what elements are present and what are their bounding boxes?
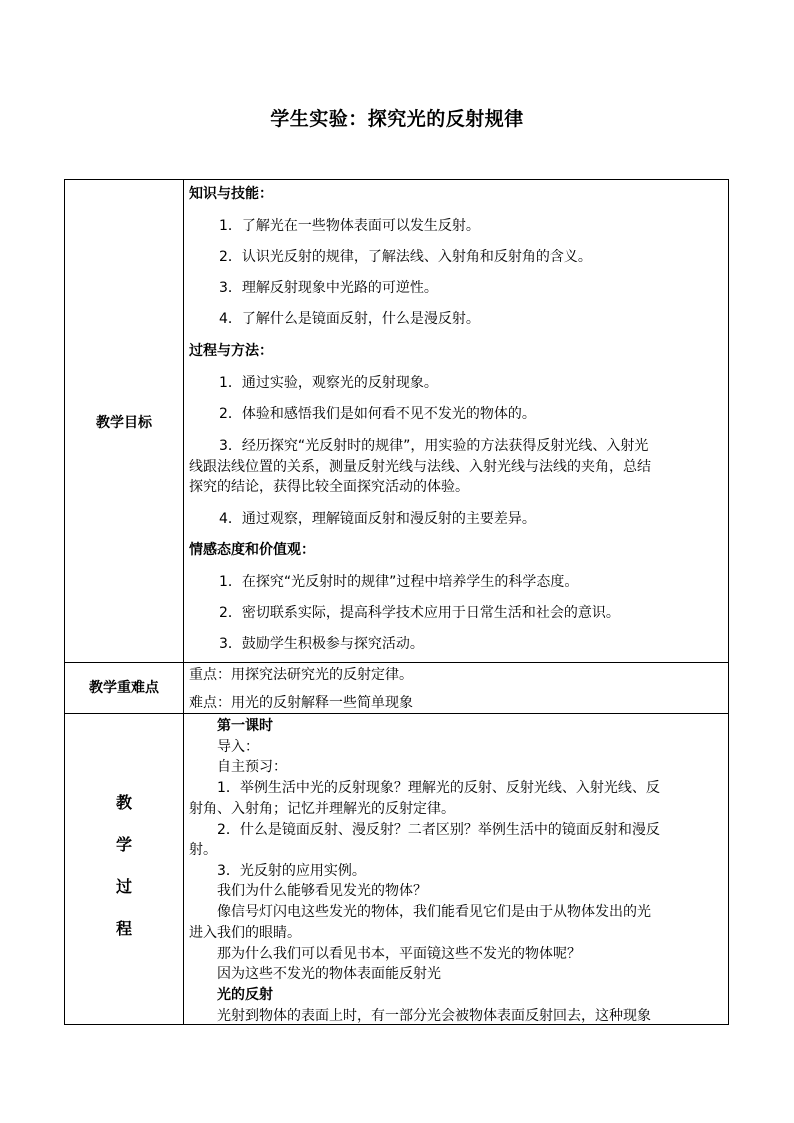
sub-heading: 光的反射 <box>217 987 273 1003</box>
process-line: 自主预习： <box>217 759 287 775</box>
row-label-char: 学 <box>115 835 132 854</box>
section-heading: 情感态度和价值观： <box>189 542 315 558</box>
row-label-goals: 教学目标 <box>96 415 152 431</box>
process-line: 我们为什么能够看见发光的物体？ <box>217 883 427 899</box>
process-line: 导入： <box>217 739 259 755</box>
process-line: 因为这些不发光的物体表面能反射光 <box>217 966 441 982</box>
row-label-keys: 教学重难点 <box>89 680 159 696</box>
process-line: 像信号灯闪电这些发光的物体，我们能看见它们是由于从物体发出的光 <box>217 904 651 920</box>
goal-item: 2．体验和感悟我们是如何看不见不发光的物体的。 <box>219 406 536 422</box>
row-label-process <box>65 790 183 958</box>
row-label-char: 过 <box>115 877 132 896</box>
goal-item: 3．理解反射现象中光路的可逆性。 <box>219 280 438 296</box>
row-divider <box>65 713 728 714</box>
goal-item: 1．在探究“光反射时的规律”过程中培养学生的科学态度。 <box>219 574 579 590</box>
goal-item: 探究的结论，获得比较全面探究活动的体验。 <box>189 479 469 495</box>
process-line: 射。 <box>189 842 217 858</box>
section-heading: 过程与方法： <box>189 343 273 359</box>
process-line: 进入我们的眼睛。 <box>189 925 301 941</box>
row-label-char: 教 <box>115 793 132 812</box>
lesson-plan-table <box>64 179 729 1025</box>
column-divider <box>183 180 184 1024</box>
page-title: 学生实验：探究光的反射规律 <box>270 108 524 130</box>
process-line: 那为什么我们可以看见书本，平面镜这些不发光的物体呢？ <box>217 946 581 962</box>
lesson-heading: 第一课时 <box>217 718 273 734</box>
process-line: 射角、入射角；记忆并理解光的反射定律。 <box>189 801 455 817</box>
process-line: 2．什么是镜面反射、漫反射？二者区别？举例生活中的镜面反射和漫反 <box>217 822 660 838</box>
goal-item: 3．鼓励学生积极参与探究活动。 <box>219 636 424 652</box>
process-line: 光射到物体的表面上时，有一部分光会被物体表面反射回去，这种现象 <box>217 1008 651 1024</box>
goal-item: 2．认识光反射的规律，了解法线、入射角和反射角的含义。 <box>219 249 592 265</box>
goal-item: 1．了解光在一些物体表面可以发生反射。 <box>219 218 480 234</box>
goal-item: 线跟法线位置的关系，测量反射光线与法线、入射光线与法线的夹角，总结 <box>189 459 651 475</box>
goal-item: 4．通过观察，理解镜面反射和漫反射的主要差异。 <box>219 511 536 527</box>
process-line: 1．举例生活中光的反射现象？理解光的反射、反射光线、入射光线、反 <box>217 780 660 796</box>
row-divider <box>65 662 728 663</box>
goal-item: 3．经历探究“光反射时的规律”，用实验的方法获得反射光线、入射光 <box>219 438 649 454</box>
difficulty-text: 难点：用光的反射解释一些简单现象 <box>189 695 413 711</box>
focus-text: 重点：用探究法研究光的反射定律。 <box>189 667 413 683</box>
section-heading: 知识与技能： <box>189 186 273 202</box>
goal-item: 1．通过实验，观察光的反射现象。 <box>219 375 438 391</box>
process-line: 3．光反射的应用实例。 <box>217 863 366 879</box>
goal-item: 4．了解什么是镜面反射，什么是漫反射。 <box>219 311 480 327</box>
row-label-char: 程 <box>115 919 132 938</box>
goal-item: 2．密切联系实际，提高科学技术应用于日常生活和社会的意识。 <box>219 605 620 621</box>
